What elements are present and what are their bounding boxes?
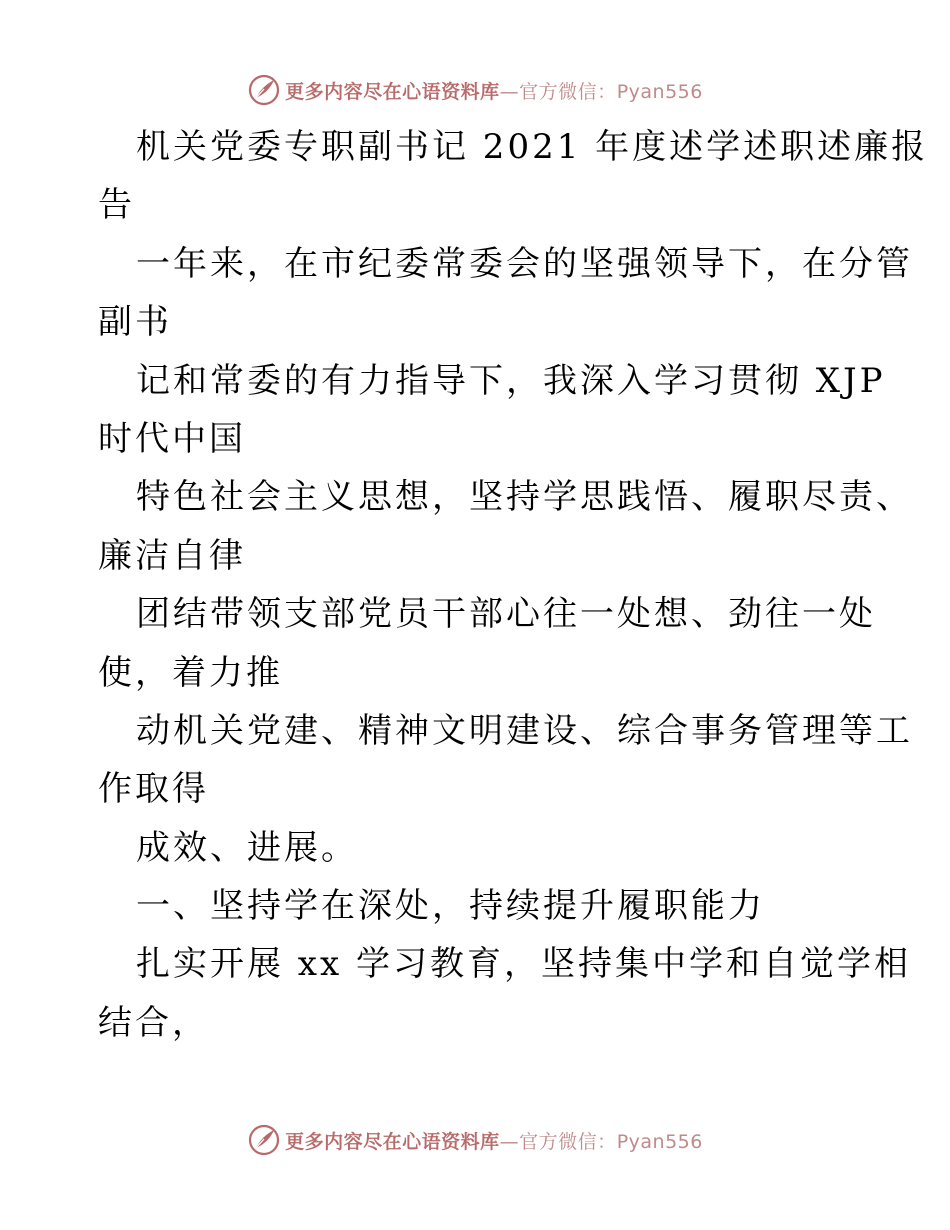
text-line: 成效、进展。 bbox=[136, 827, 358, 868]
text-line: 使，着力推 bbox=[98, 652, 283, 693]
watermark-wechat-label: 官方微信： bbox=[519, 80, 617, 103]
feather-pen-logo-icon bbox=[247, 73, 281, 107]
feather-pen-logo-icon bbox=[247, 1123, 281, 1157]
text-line: 一年来，在市纪委常委会的坚强领导下，在分管 bbox=[136, 243, 913, 284]
text-line: 副书 bbox=[98, 302, 172, 343]
watermark-separator: — bbox=[499, 1130, 520, 1153]
text-line: 动机关党建、精神文明建设、综合事务管理等工 bbox=[136, 710, 913, 751]
text-line: 告 bbox=[98, 185, 135, 226]
watermark-text bbox=[285, 1127, 703, 1154]
watermark-brand: 更多内容尽在心语资料库 bbox=[285, 1130, 500, 1153]
watermark-brand: 更多内容尽在心语资料库 bbox=[285, 80, 500, 103]
watermark-separator: — bbox=[499, 80, 520, 103]
text-line: 结合， bbox=[98, 1002, 209, 1043]
watermark-text bbox=[285, 77, 703, 104]
text-line: 机关党委专职副书记 2021 年度述学述职述廉报 bbox=[136, 127, 929, 167]
watermark-wechat-label: 官方微信： bbox=[519, 1130, 617, 1153]
watermark-header bbox=[0, 70, 950, 110]
text-line: 廉洁自律 bbox=[98, 535, 246, 576]
text-line: 时代中国 bbox=[98, 418, 246, 459]
watermark-footer bbox=[0, 1120, 950, 1160]
text-line: 扎实开展 xx 学习教育，坚持集中学和自觉学相 bbox=[136, 944, 911, 985]
watermark-wechat-id: Pyan556 bbox=[616, 80, 703, 103]
text-line: 记和常委的有力指导下，我深入学习贯彻 XJP bbox=[136, 360, 886, 401]
text-line: 一、坚持学在深处，持续提升履职能力 bbox=[136, 886, 765, 927]
watermark-wechat-id: Pyan556 bbox=[616, 1130, 703, 1153]
text-line: 作取得 bbox=[98, 769, 209, 810]
text-line: 特色社会主义思想，坚持学思践悟、履职尽责、 bbox=[136, 477, 913, 518]
text-line: 团结带领支部党员干部心往一处想、劲往一处 bbox=[136, 594, 876, 635]
document-body bbox=[98, 118, 929, 1052]
